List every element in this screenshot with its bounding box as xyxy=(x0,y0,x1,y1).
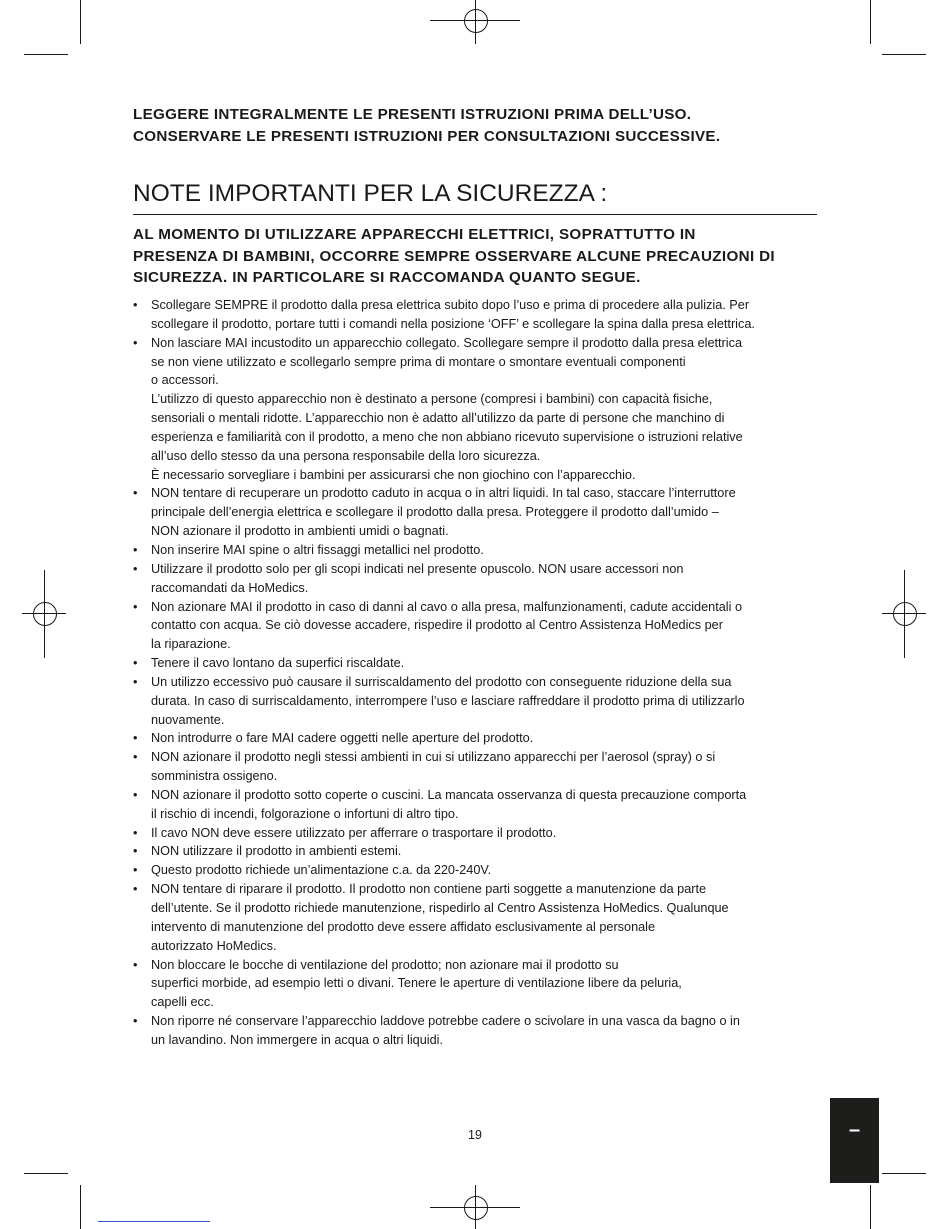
list-item-line: • Il cavo NON deve essere utilizzato per afferrare o trasportare il prodotto. xyxy=(151,825,557,840)
list-item xyxy=(133,842,823,861)
list-item xyxy=(133,824,823,843)
list-item-line: raccomandati da HoMedics. xyxy=(151,580,309,595)
list-item xyxy=(133,729,823,748)
list-item-line: • Non riporre né conservare l’apparecchio laddove potrebbe cadere o scivolare in una vasca da bagno o in xyxy=(151,1014,740,1029)
list-item-line: la riparazione. xyxy=(151,637,231,652)
notice-line: CONSERVARE LE PRESENTI ISTRUZIONI PER CONSULTAZIONI SUCCESSIVE. xyxy=(133,128,721,145)
warning-line: AL MOMENTO DI UTILIZZARE APPARECCHI ELETTRICI, SOPRATTUTTO IN xyxy=(133,226,696,243)
list-item-line: • Tenere il cavo lontano da superfici riscaldate. xyxy=(151,656,405,671)
list-item-line: • Utilizzare il prodotto solo per gli scopi indicati nel presente opuscolo. NON usare accessori non xyxy=(151,561,684,576)
list-item xyxy=(133,334,823,485)
list-item-line: • NON tentare di recuperare un prodotto caduto in acqua o in altri liquidi. In tal caso, staccare l’interruttore xyxy=(151,486,736,501)
safety-warning-heading xyxy=(133,224,823,289)
list-item xyxy=(133,786,823,824)
list-item-line: scollegare il prodotto, portare tutti i comandi nella posizione ‘OFF’ e scollegare la spina dalla presa elettrica. xyxy=(151,316,755,331)
list-item-line: dell’utente. Se il prodotto richiede manutenzione, rispedirlo al Centro Assistenza HoMedics. Qualunque xyxy=(151,901,729,915)
warning-line: SICUREZZA. IN PARTICOLARE SI RACCOMANDA QUANTO SEGUE. xyxy=(133,269,641,286)
list-item xyxy=(133,654,823,673)
list-item xyxy=(133,1012,823,1050)
list-item-line: • Questo prodotto richiede un’alimentazione c.a. da 220-240V. xyxy=(151,863,492,878)
list-item xyxy=(133,541,823,560)
list-item xyxy=(133,560,823,598)
list-item xyxy=(133,484,823,541)
list-item xyxy=(133,880,823,955)
read-instructions-notice xyxy=(133,104,833,148)
warning-line: PRESENZA DI BAMBINI, OCCORRE SEMPRE OSSERVARE ALCUNE PRECAUZIONI DI xyxy=(133,247,775,265)
notice-line: LEGGERE INTEGRALMENTE LE PRESENTI ISTRUZIONI PRIMA DELL’USO. xyxy=(133,106,692,123)
list-item-line: nuovamente. xyxy=(151,712,225,727)
list-item-line: • Non lasciare MAI incustodito un apparecchio collegato. Scollegare sempre il prodotto dalla presa elettrica xyxy=(151,335,742,350)
list-item-line: L’utilizzo di questo apparecchio non è destinato a persone (compresi i bambini) con capacità fisiche, xyxy=(151,392,713,407)
list-item xyxy=(133,956,823,1013)
list-item-line: • NON tentare di riparare il prodotto. Il prodotto non contiene parti soggette a manutenzione da parte xyxy=(151,882,707,897)
list-item-line: • Non azionare MAI il prodotto in caso di danni al cavo o alla presa, malfunzionamenti, cadute accidentali o xyxy=(151,599,743,614)
list-item-line: • NON azionare il prodotto sotto coperte o cuscini. La mancata osservanza di questa precauzione comporta xyxy=(151,787,747,802)
list-item-line: • Scollegare SEMPRE il prodotto dalla presa elettrica subito dopo l’uso e prima di procedere alla pulizia. Per xyxy=(151,298,750,312)
list-item-line: principale dell’energia elettrica e scollegare il prodotto dalla presa. Proteggere il prodotto dall’umido – xyxy=(151,505,719,520)
list-item-line: autorizzato HoMedics. xyxy=(151,938,277,953)
list-item-line: È necessario sorvegliare i bambini per assicurarsi che non giochino con l’apparecchio. xyxy=(151,467,636,482)
list-item xyxy=(133,598,823,655)
list-item-line: • NON azionare il prodotto negli stessi ambienti in cui si utilizzano apparecchi per l’aerosol (spray) o si xyxy=(151,750,716,765)
list-item-line: contatto con acqua. Se ciò dovesse accadere, rispedire il prodotto al Centro Assistenza HoMedics per xyxy=(151,618,723,633)
list-item xyxy=(133,296,823,334)
list-item xyxy=(133,748,823,786)
list-item-line: capelli ecc. xyxy=(151,995,214,1010)
list-item xyxy=(133,861,823,880)
list-item xyxy=(133,673,823,730)
list-item-line: • Non bloccare le bocche di ventilazione del prodotto; non azionare mai il prodotto su xyxy=(151,957,619,972)
list-item-line: se non viene utilizzato e scollegarlo sempre prima di montare o smontare eventuali componenti xyxy=(151,354,686,369)
language-section-tab: – xyxy=(830,1098,879,1183)
list-item-line: o accessori. xyxy=(151,373,219,388)
list-item-line: durata. In caso di surriscaldamento, interrompere l’uso e lasciare raffreddare il prodotto prima di utilizzarlo xyxy=(151,693,745,708)
list-item-line: • NON utilizzare il prodotto in ambienti estemi. xyxy=(151,844,402,859)
list-item-line: all’uso dello stesso da una persona responsabile della loro sicurezza. xyxy=(151,448,541,463)
list-item-line: • Non inserire MAI spine o altri fissaggi metallici nel prodotto. xyxy=(151,542,484,557)
list-item-line: somministra ossigeno. xyxy=(151,769,278,784)
list-item-line: superfici morbide, ad esempio letti o divani. Tenere le aperture di ventilazione libere da peluria, xyxy=(151,976,682,991)
page-title: NOTE IMPORTANTI PER LA SICUREZZA : xyxy=(133,178,817,215)
list-item-line: • Un utilizzo eccessivo può causare il surriscaldamento del prodotto con conseguente riduzione della sua xyxy=(151,674,732,689)
list-item-line: intervento di manutenzione del prodotto deve essere affidato esclusivamente al personale xyxy=(151,919,656,934)
list-item-line: sensoriali o mentali ridotte. L’apparecchio non è adatto all’utilizzo da parte di persone che manchino di xyxy=(151,411,725,426)
list-item-line: • Non introdurre o fare MAI cadere oggetti nelle aperture del prodotto. xyxy=(151,731,534,746)
page-number: 19 xyxy=(468,1128,482,1142)
list-item-line: il rischio di incendi, folgorazione o infortuni di altro tipo. xyxy=(151,806,459,821)
list-item-line: NON azionare il prodotto in ambienti umidi o bagnati. xyxy=(151,524,449,539)
safety-instructions-list xyxy=(133,296,823,1050)
list-item-line: un lavandino. Non immergere in acqua o altri liquidi. xyxy=(151,1032,443,1047)
list-item-line: esperienza e familiarità con il prodotto, a meno che non abbiano ricevuto supervisione o istruzioni relative xyxy=(151,429,743,444)
bottom-underline xyxy=(98,1221,210,1222)
